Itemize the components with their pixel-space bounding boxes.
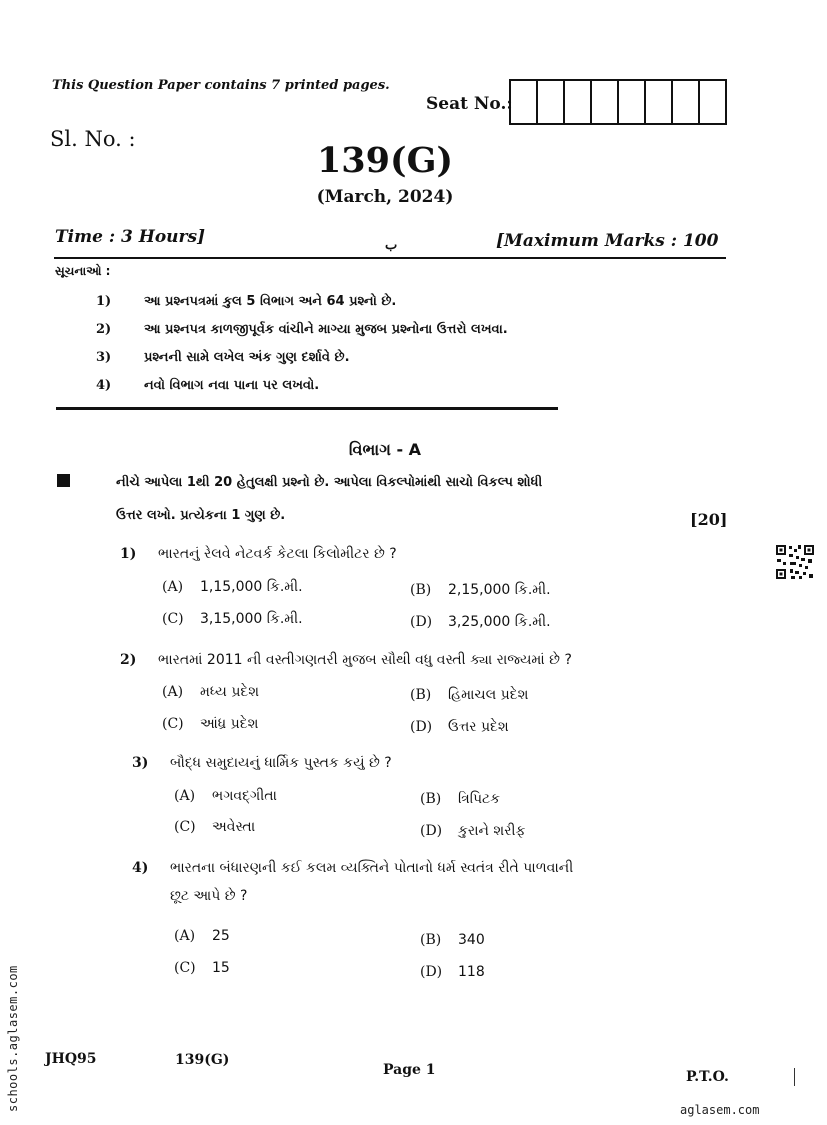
seat-box <box>646 81 673 123</box>
page-number: Page 1 <box>383 1062 436 1078</box>
option-label: (D) <box>410 614 433 630</box>
instruction-text: આ પ્રશ્નપત્ર કાળજીપૂર્વક વાંચીને માગ્યા મુજબ પ્રશ્નોના ઉત્તરો લખવા. <box>144 322 508 337</box>
option-d <box>420 964 485 980</box>
section-instructions: ઉત્તર લખો. પ્રત્યેકના 1 ગુણ છે. <box>116 508 286 523</box>
option-label: (A) <box>162 579 184 595</box>
option-label: (B) <box>420 932 442 948</box>
option-text: 340 <box>458 932 485 948</box>
option-text: 118 <box>458 964 485 980</box>
instructions-divider <box>56 407 558 410</box>
question-2 <box>120 652 572 668</box>
question-number: 3) <box>132 755 149 771</box>
seat-number-boxes <box>509 79 727 125</box>
option-text: 1,15,000 કિ.મી. <box>200 579 303 595</box>
option-label: (B) <box>410 687 432 703</box>
option-c <box>174 819 255 835</box>
option-c <box>174 960 230 976</box>
question-number: 1) <box>120 546 137 562</box>
seat-box <box>673 81 700 123</box>
serial-number-label: Sl. No. : <box>50 127 136 151</box>
header-divider <box>54 257 726 259</box>
option-c <box>162 611 303 627</box>
question-text: ભારતમાં 2011 ની વસ્તીગણતરી મુજબ સૌથી વધુ વસ્તી ક્યા રાજ્યમાં છે ? <box>158 652 572 668</box>
question-1 <box>120 546 397 562</box>
option-a <box>162 579 303 595</box>
question-text: ભારતના બંધારણની કઈ કલમ વ્યક્તિને પોતાનો ધર્મ સ્વતંત્ર રીતે પાળવાની <box>170 860 574 876</box>
qr-code-icon <box>775 544 815 580</box>
section-title: વિભાગ - A <box>348 440 422 459</box>
tick-mark: ب <box>385 238 398 253</box>
question-number: 2) <box>120 652 137 668</box>
question-4 <box>132 860 573 876</box>
option-a <box>174 928 230 944</box>
option-c <box>162 716 258 732</box>
seat-box <box>538 81 565 123</box>
instruction-item <box>96 322 508 337</box>
paper-date: (March, 2024) <box>316 187 454 207</box>
option-d <box>420 823 525 839</box>
option-text: ભગવદ્ગીતા <box>212 788 277 804</box>
question-text: બૌદ્ધ સમુદાયનું ધાર્મિક પુસ્તક કયું છે ? <box>170 755 392 771</box>
footer-code: JHQ95 <box>45 1051 97 1067</box>
pto-label: P.T.O. <box>686 1069 729 1085</box>
section-instructions: નીચે આપેલા 1થી 20 હેતુલક્ષી પ્રશ્નો છે. આપેલા વિકલ્પોમાંથી સાચો વિકલ્પ શોધી <box>116 475 543 490</box>
option-b <box>420 932 485 948</box>
instruction-number: 4) <box>96 378 112 393</box>
seat-box <box>700 81 725 123</box>
instruction-text: આ પ્રશ્નપત્રમાં કુલ 5 વિભાગ અને 64 પ્રશ્નો છે. <box>144 294 397 309</box>
footer-paper-code: 139(G) <box>175 1052 230 1068</box>
option-text: ત્રિપિટક <box>458 791 501 807</box>
option-text: હિમાચલ પ્રદેશ <box>448 687 529 703</box>
option-label: (D) <box>410 719 433 735</box>
margin-mark <box>794 1068 795 1086</box>
square-bullet-icon <box>57 474 70 487</box>
option-label: (A) <box>174 928 196 944</box>
instruction-text: પ્રશ્નની સામે લખેલ અંક ગુણ દર્શાવે છે. <box>144 350 350 365</box>
option-text: કુરાને શરીફ <box>458 823 526 839</box>
option-b <box>410 582 551 598</box>
question-text: ભારતનું રેલવે નેટવર્ક કેટલા કિલોમીટર છે ? <box>158 546 397 562</box>
seat-number-label: Seat No.: <box>426 94 513 114</box>
option-d <box>410 719 509 735</box>
time-limit: Time : 3 Hours] <box>55 227 206 247</box>
option-a <box>162 684 259 700</box>
paper-code: 139(G) <box>316 140 454 181</box>
option-b <box>410 687 528 703</box>
seat-box <box>511 81 538 123</box>
instruction-number: 3) <box>96 350 112 365</box>
instruction-item <box>96 378 319 393</box>
option-text: 2,15,000 કિ.મી. <box>448 582 551 598</box>
option-label: (A) <box>174 788 196 804</box>
instruction-item <box>96 294 396 309</box>
option-a <box>174 788 277 804</box>
option-d <box>410 614 551 630</box>
option-text: 3,25,000 કિ.મી. <box>448 614 551 630</box>
section-marks: [20] <box>690 510 728 529</box>
instruction-number: 2) <box>96 322 112 337</box>
instruction-item <box>96 350 350 365</box>
option-label: (B) <box>410 582 432 598</box>
seat-box <box>565 81 592 123</box>
instructions-heading: સૂચનાઓ : <box>55 264 111 278</box>
option-label: (C) <box>174 819 196 835</box>
site-watermark: aglasem.com <box>680 1103 760 1117</box>
option-b <box>420 791 500 807</box>
option-text: 15 <box>212 960 230 976</box>
option-label: (C) <box>162 716 184 732</box>
option-label: (D) <box>420 964 443 980</box>
option-text: આંધ્ર પ્રદેશ <box>200 716 259 732</box>
option-text: મધ્ય પ્રદેશ <box>200 684 260 700</box>
option-label: (C) <box>174 960 196 976</box>
option-text: અવેસ્તા <box>212 819 256 835</box>
option-text: 25 <box>212 928 230 944</box>
instruction-number: 1) <box>96 294 112 309</box>
option-label: (D) <box>420 823 443 839</box>
option-label: (A) <box>162 684 184 700</box>
maximum-marks: [Maximum Marks : 100 <box>496 231 719 251</box>
question-text: છૂટ આપે છે ? <box>170 888 248 904</box>
seat-box <box>592 81 619 123</box>
option-text: ઉત્તર પ્રદેશ <box>448 719 509 735</box>
instruction-text: નવો વિભાગ નવા પાના પર લખવો. <box>144 378 320 393</box>
side-watermark: schools.aglasem.com <box>6 965 20 1112</box>
option-text: 3,15,000 કિ.મી. <box>200 611 303 627</box>
question-number: 4) <box>132 860 149 876</box>
option-label: (C) <box>162 611 184 627</box>
option-label: (B) <box>420 791 442 807</box>
printed-pages-note: This Question Paper contains 7 printed pages. <box>52 78 390 93</box>
question-3 <box>132 755 392 771</box>
seat-box <box>619 81 646 123</box>
question-4-continued <box>170 888 247 904</box>
